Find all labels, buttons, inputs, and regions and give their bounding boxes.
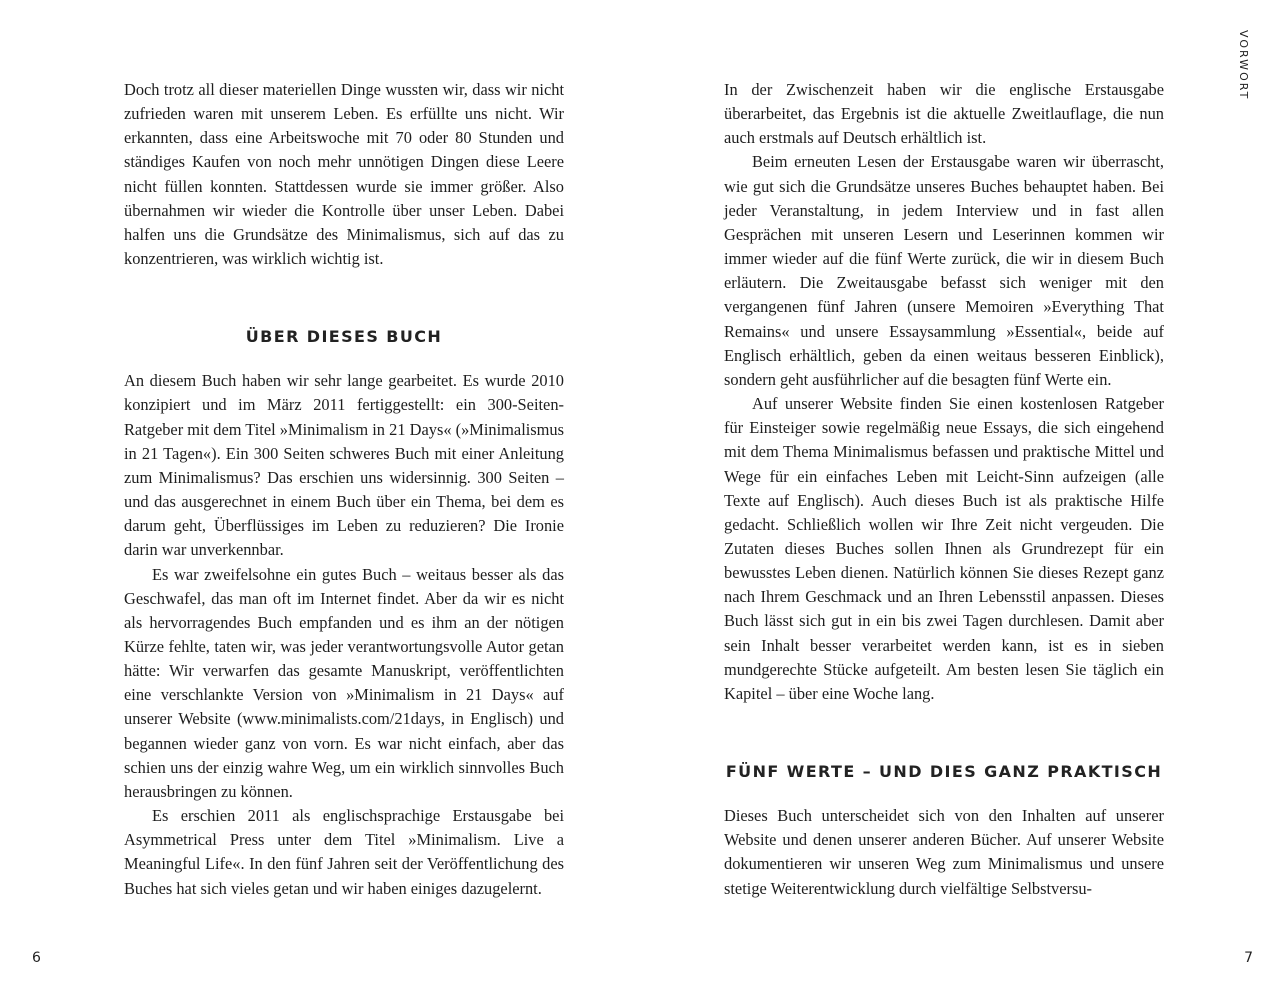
left-paragraph-3: Es war zweifelsohne ein gutes Buch – weitaus besser als das Geschwafel, das man oft im Internet findet. Aber da wir es nicht als hervorragendes Buch empfanden und es ihm an der nötigen Kürze fehlte, taten wir, was jeder verantwortungsvolle Autor getan hätte: Wir verwarfen das gesamte Manuskript, veröffentlichten eine verschlankte Version von »Minimalism in 21 Days« auf unserer Website (www.minimalists.com/21days, in Englisch) und begannen wieder ganz von vorn. Es war nicht einfach, aber das schien uns der einzig wahre Weg, um ein wirklich sinnvolles Buch herausbringen zu können.	[124, 564, 564, 801]
right-page	[643, 0, 1285, 1000]
running-head: VORWORT	[1237, 30, 1250, 101]
right-page-number: 7	[1244, 950, 1253, 966]
left-text-column	[124, 78, 564, 901]
right-paragraph-3: Auf unserer Website finden Sie einen kostenlosen Ratgeber für Einsteiger sowie regelmäßig neue Essays, die sich eingehend mit dem Thema Minimalismus befassen und praktische Mittel und Wege für ein einfaches Leben mit Leicht-Sinn aufzeigen (alle Texte auf Englisch). Auch dieses Buch ist als praktische Hilfe gedacht. Schließlich wollen wir Ihre Zeit nicht vergeuden. Die Zutaten dieses Buches sollen Ihnen als Grundrezept für ein bewusstes Leben dienen. Natürlich können Sie dieses Rezept ganz nach Ihrem Geschmack und an Ihren Lebensstil anpassen. Dieses Buch lässt sich gut in ein bis zwei Tagen durchlesen. Damit aber sein Inhalt besser verarbeitet werden kann, ist es in sieben mundgerechte Stücke aufgeteilt. Am besten lesen Sie täglich ein Kapitel – über eine Woche lang.	[724, 394, 1164, 703]
left-page-number: 6	[32, 950, 41, 966]
right-paragraph-4: Dieses Buch unterscheidet sich von den Inhalten auf unserer Website und denen unserer anderen Bücher. Auf unserer Website dokumentieren wir unseren Weg zum Minimalismus und unsere stetige Weiterentwicklung durch vielfältige Selbstversu-	[724, 806, 1164, 898]
right-paragraph-2: Beim erneuten Lesen der Erstausgabe waren wir überrascht, wie gut sich die Grundsätze unseres Buches behauptet haben. Bei jeder Veranstaltung, in jedem Interview und in fast allen Gesprächen mit unseren Lesern und Leserinnen kommen wir immer wieder auf die fünf Werte zurück, die wir in diesem Buch erläutern. Die Zweitausgabe befasst sich weniger mit den vergangenen fünf Jahren (unsere Memoiren »Everything That Remains« und unsere Essaysammlung »Essential«, beide auf Englisch erhältlich, geben da einen weitaus besseren Einblick), sondern geht ausführlicher auf die besagten fünf Werte ein.	[724, 152, 1164, 389]
left-section-heading: ÜBER DIESES BUCH	[245, 327, 443, 347]
right-section-heading: FÜNF WERTE – UND DIES GANZ PRAKTISCH	[725, 762, 1163, 782]
left-paragraph-2: An diesem Buch haben wir sehr lange gearbeitet. Es wurde 2010 konzipiert und im März 2011 fertiggestellt: ein 300-Seiten-Ratgeber mit dem Titel »Minimalism in 21 Days« (»Minimalismus in 21 Tagen«). Ein 300 Seiten schweres Buch mit einer Anleitung zum Minimalismus? Das erschien uns widersinnig. 300 Seiten – und das ausgerechnet in einem Buch über ein Thema, bei dem es darum geht, Überflüssiges im Leben zu reduzieren? Die Ironie darin war unverkennbar.	[124, 371, 564, 560]
left-paragraph-4: Es erschien 2011 als englischsprachige Erstausgabe bei Asymmetrical Press unter dem Titel »Minimalism. Live a Meaningful Life«. In den fünf Jahren seit der Veröffentlichung des Buches hat sich vieles getan und wir haben einiges dazugelernt.	[124, 806, 564, 898]
right-paragraph-1: In der Zwischenzeit haben wir die englische Erstausgabe überarbeitet, das Ergebnis ist die aktuelle Zweitlauflage, die nun auch erstmals auf Deutsch erhältlich ist.	[724, 80, 1164, 148]
left-page	[0, 0, 642, 1000]
left-paragraph-1: Doch trotz all dieser materiellen Dinge wussten wir, dass wir nicht zufrieden waren mit unserem Leben. Es erfüllte uns nicht. Wir erkannten, dass eine Arbeitswoche mit 70 oder 80 Stunden und ständiges Kaufen von noch mehr unnötigen Dingen diese Leere nicht füllen konnten. Stattdessen wurde sie immer größer. Also übernahmen wir wieder die Kontrolle über unser Leben. Dabei halfen uns die Grundsätze des Minimalismus, sich auf das zu konzentrieren, was wirklich wichtig ist.	[124, 80, 564, 269]
right-text-column	[724, 78, 1164, 901]
